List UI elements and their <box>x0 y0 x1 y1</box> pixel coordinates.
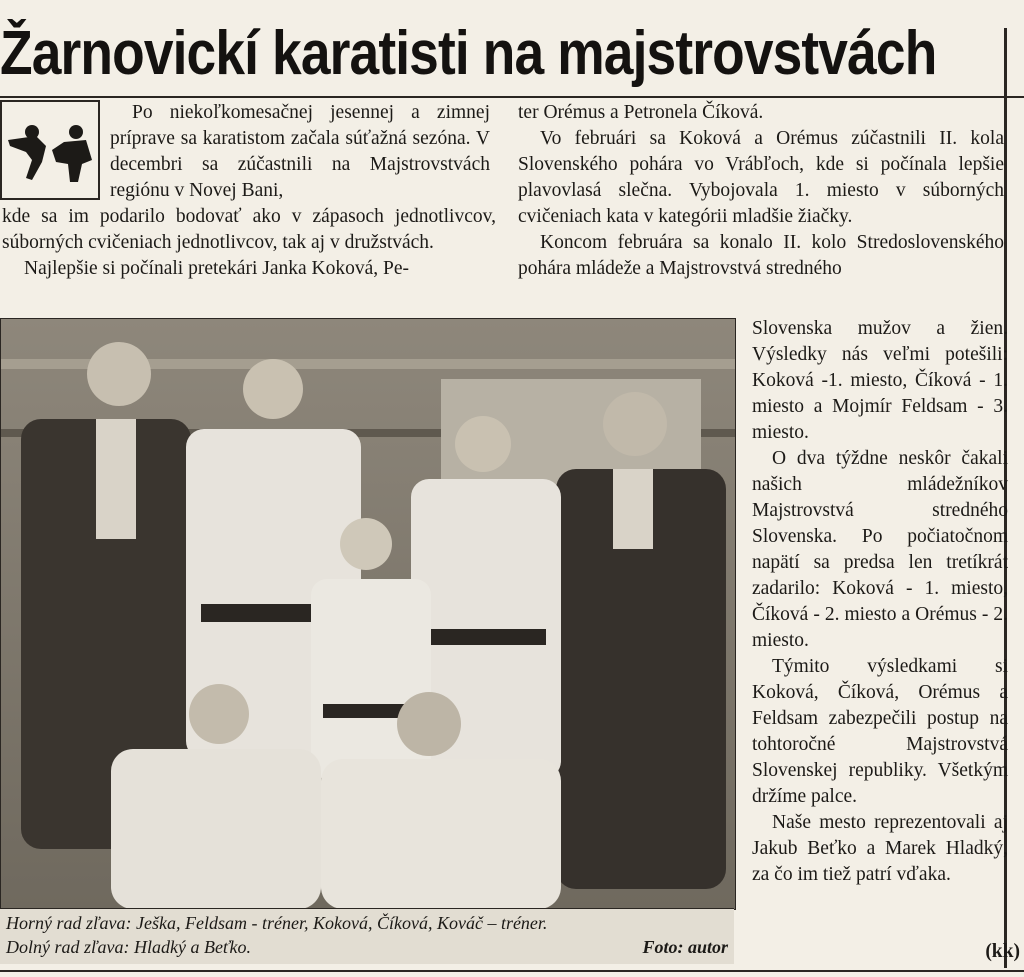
intro-text <box>110 100 490 204</box>
paragraph: Najlepšie si počínali pretekári Janka Koková, Pe- <box>24 258 410 279</box>
karate-fighters-icon <box>2 102 98 198</box>
column-1-text <box>2 204 496 282</box>
bottom-rule <box>0 970 1024 972</box>
caption-line-2 <box>6 935 728 959</box>
paragraph-text: Naše mesto reprezentovali aj Jakub Beťko a Marek Hladký, za čo im tiež patrí vďaka. <box>752 812 1008 885</box>
paragraph: Týmito výsledkami si Koková, Číková, Orémus a Feldsam zabezpečili postup na tohtoročné Majstrovstvá Slovenskej republiky. Všetkým držíme palce. <box>752 656 1008 807</box>
column-3-text <box>752 316 1008 888</box>
caption-line-1: Horný rad zľava: Ješka, Feldsam - tréner, Koková, Číková, Kováč – tréner. <box>6 913 548 933</box>
paragraph <box>752 810 1008 888</box>
headline: Žarnovickí karatisti na majstrovstvách <box>0 19 937 88</box>
headline-rule <box>0 96 1024 98</box>
paragraph: Slovenska mužov a žien. Výsledky nás veľmi potešili: Koková -1. miesto, Číková - 1. miesto a Mojmír Feldsam - 3. miesto. <box>752 318 1008 443</box>
paragraph: Po niekoľkomesačnej jesennej a zimnej príprave sa karatistom začala súťažná sezóna. V decembri sa zúčastnili na Majstrovstvách regiónu v Novej Bani, <box>110 102 490 201</box>
photo-credit: Foto: autor <box>642 937 728 957</box>
team-photo <box>0 318 736 910</box>
author-signature: (kk) <box>985 941 1020 962</box>
paragraph: Koncom februára sa konalo II. kolo Stredoslovenského pohára mládeže a Majstrovstvá stredného <box>518 232 1004 279</box>
paragraph: kde sa im podarilo bodovať ako v zápasoch jednotlivcov, súborných cvičeniach jednotlivcov, tak aj v družstvách. <box>2 206 496 253</box>
team-photo-illustration <box>1 319 735 909</box>
caption-line-2-text: Dolný rad zľava: Hladký a Beťko. <box>6 937 252 957</box>
paragraph: O dva týždne neskôr čakali našich mládežníkov Majstrovstvá stredného Slovenska. Po počiatočnom napätí sa predsa len tretíkrát zadarilo: Koková - 1. miesto, Číková - 2. miesto a Orémus - 2. miesto. <box>752 448 1008 651</box>
column-2-text <box>518 100 1004 282</box>
section-logo <box>0 100 100 200</box>
paragraph: Vo februári sa Koková a Orémus zúčastnili II. kola Slovenského pohára vo Vrábľoch, kde si počínala lepšie plavovlasá slečna. Vybojovala 1. miesto v súborných cvičeniach kata v kategórii mladšie žiačky. <box>518 128 1004 227</box>
photo-caption <box>0 908 734 964</box>
paragraph: ter Orémus a Petronela Číková. <box>518 102 764 123</box>
